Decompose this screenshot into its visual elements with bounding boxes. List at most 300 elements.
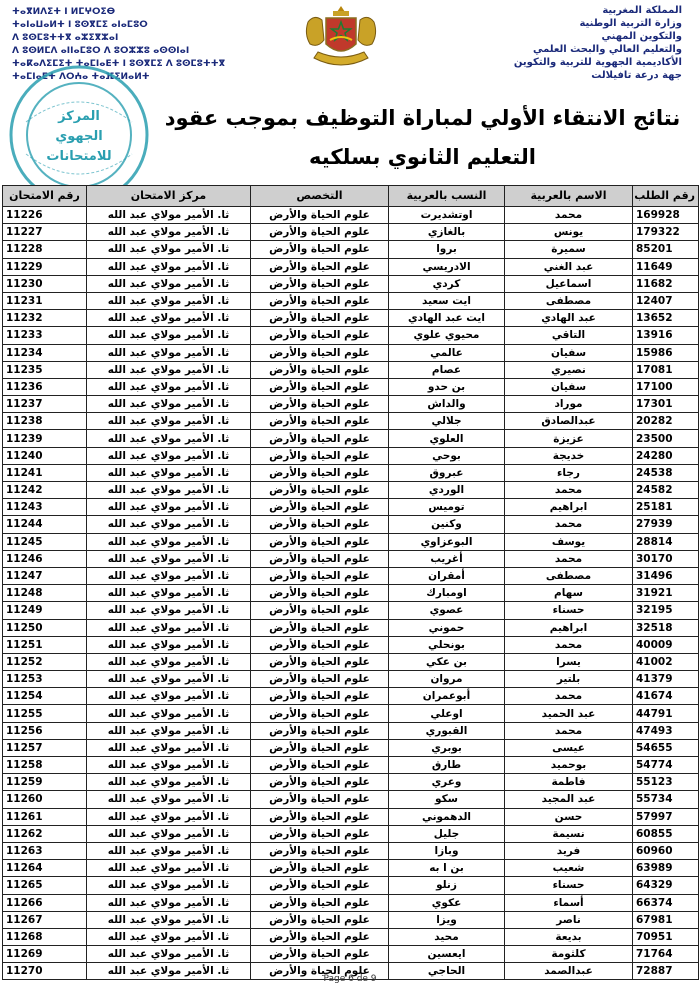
exam-center-cell: ثا. الأمير مولاي عبد الله	[87, 602, 251, 619]
family-name-cell: الحاجي	[389, 963, 505, 980]
exam-center-cell: ثا. الأمير مولاي عبد الله	[87, 430, 251, 447]
col-family-name-header: النسب بالعربية	[389, 186, 505, 207]
exam-center-cell: ثا. الأمير مولاي عبد الله	[87, 722, 251, 739]
request-number-cell: 60855	[633, 825, 699, 842]
exam-center-cell: ثا. الأمير مولاي عبد الله	[87, 636, 251, 653]
table-row	[3, 722, 699, 739]
specialty-cell: علوم الحياة والأرض	[251, 344, 389, 361]
request-number-cell: 54774	[633, 757, 699, 774]
exam-center-cell: ثا. الأمير مولاي عبد الله	[87, 550, 251, 567]
request-number-cell: 27939	[633, 516, 699, 533]
specialty-cell: علوم الحياة والأرض	[251, 705, 389, 722]
first-name-cell: عبد المجيد	[505, 791, 633, 808]
request-number-cell: 47493	[633, 722, 699, 739]
exam-number-cell: 11227	[3, 224, 87, 241]
exam-number-cell: 11255	[3, 705, 87, 722]
first-name-cell: بوحميد	[505, 757, 633, 774]
table-row	[3, 396, 699, 413]
exam-center-cell: ثا. الأمير مولاي عبد الله	[87, 241, 251, 258]
specialty-cell: علوم الحياة والأرض	[251, 602, 389, 619]
family-name-cell: ويزا	[389, 911, 505, 928]
family-name-cell: الوردي	[389, 482, 505, 499]
table-row	[3, 946, 699, 963]
exam-center-cell: ثا. الأمير مولاي عبد الله	[87, 207, 251, 224]
exam-number-cell: 11258	[3, 757, 87, 774]
specialty-cell: علوم الحياة والأرض	[251, 774, 389, 791]
table-header-row	[3, 186, 699, 207]
family-name-cell: ايت سعيد	[389, 292, 505, 309]
tifinagh-line: ⵜⴰⵏⴰⵡⴰⵍⵜ ⵏ ⵓⵙⴳⵎⵉ ⴰⵏⴰⵎⵓⵔ	[12, 20, 148, 30]
table-row	[3, 275, 699, 292]
first-name-cell: سفيان	[505, 344, 633, 361]
family-name-cell: أبوعمران	[389, 688, 505, 705]
specialty-cell: علوم الحياة والأرض	[251, 361, 389, 378]
request-number-cell: 55734	[633, 791, 699, 808]
table-row	[3, 533, 699, 550]
first-name-cell: ابراهيم	[505, 499, 633, 516]
family-name-cell: توميس	[389, 499, 505, 516]
family-name-cell: عصام	[389, 361, 505, 378]
family-name-cell: اومبارك	[389, 585, 505, 602]
exam-center-cell: ثا. الأمير مولاي عبد الله	[87, 860, 251, 877]
col-exam-number-header: رقم الامتحان	[3, 186, 87, 207]
first-name-cell: حسناء	[505, 602, 633, 619]
family-name-cell: بن ا به	[389, 860, 505, 877]
request-number-cell: 23500	[633, 430, 699, 447]
exam-center-cell: ثا. الأمير مولاي عبد الله	[87, 946, 251, 963]
first-name-cell: خديجة	[505, 447, 633, 464]
specialty-cell: علوم الحياة والأرض	[251, 963, 389, 980]
exam-number-cell: 11253	[3, 671, 87, 688]
table-row	[3, 344, 699, 361]
specialty-cell: علوم الحياة والأرض	[251, 636, 389, 653]
arabic-letterhead-line: والتكوين المهني	[601, 31, 682, 42]
first-name-cell: مصطفى	[505, 292, 633, 309]
first-name-cell: أسماء	[505, 894, 633, 911]
exam-number-cell: 11260	[3, 791, 87, 808]
family-name-cell: ايت عبد الهادي	[389, 310, 505, 327]
request-number-cell: 12407	[633, 292, 699, 309]
request-number-cell: 64329	[633, 877, 699, 894]
request-number-cell: 41379	[633, 671, 699, 688]
exam-center-cell: ثا. الأمير مولاي عبد الله	[87, 808, 251, 825]
request-number-cell: 40009	[633, 636, 699, 653]
request-number-cell: 32195	[633, 602, 699, 619]
table-row	[3, 653, 699, 670]
request-number-cell: 13916	[633, 327, 699, 344]
exam-center-cell: ثا. الأمير مولاي عبد الله	[87, 533, 251, 550]
exam-number-cell: 11262	[3, 825, 87, 842]
request-number-cell: 32518	[633, 619, 699, 636]
table-row	[3, 413, 699, 430]
exam-number-cell: 11241	[3, 464, 87, 481]
family-name-cell: بونحلي	[389, 636, 505, 653]
stamp-line-2: الجهوي	[55, 129, 103, 144]
specialty-cell: علوم الحياة والأرض	[251, 224, 389, 241]
tifinagh-line: ⵜⴰⴳⵍⴷⵉⵜ ⵏ ⵍⵎⵖⵔⵉⴱ	[12, 7, 116, 17]
specialty-cell: علوم الحياة والأرض	[251, 671, 389, 688]
family-name-cell: أمقران	[389, 567, 505, 584]
request-number-cell: 24582	[633, 482, 699, 499]
royal-emblem-icon	[300, 2, 382, 74]
exam-center-cell: ثا. الأمير مولاي عبد الله	[87, 258, 251, 275]
request-number-cell: 179322	[633, 224, 699, 241]
stamp-line-1: المركز	[58, 109, 100, 124]
col-specialty-header: التخصص	[251, 186, 389, 207]
first-name-cell: عبد الهادي	[505, 310, 633, 327]
table-row	[3, 842, 699, 859]
first-name-cell: عبد الحميد	[505, 705, 633, 722]
exam-center-cell: ثا. الأمير مولاي عبد الله	[87, 447, 251, 464]
first-name-cell: بديعة	[505, 928, 633, 945]
col-first-name-header: الاسم بالعربية	[505, 186, 633, 207]
family-name-cell: وكنين	[389, 516, 505, 533]
page-number: Page 6 de 9	[323, 974, 377, 984]
table-row	[3, 688, 699, 705]
request-number-cell: 67981	[633, 911, 699, 928]
exam-center-cell: ثا. الأمير مولاي عبد الله	[87, 275, 251, 292]
exam-center-cell: ثا. الأمير مولاي عبد الله	[87, 757, 251, 774]
results-table	[2, 185, 699, 980]
family-name-cell: بن حدو	[389, 378, 505, 395]
exam-center-cell: ثا. الأمير مولاي عبد الله	[87, 705, 251, 722]
specialty-cell: علوم الحياة والأرض	[251, 396, 389, 413]
exam-center-cell: ثا. الأمير مولاي عبد الله	[87, 413, 251, 430]
exam-number-cell: 11246	[3, 550, 87, 567]
exam-number-cell: 11267	[3, 911, 87, 928]
specialty-cell: علوم الحياة والأرض	[251, 292, 389, 309]
first-name-cell: شعيب	[505, 860, 633, 877]
family-name-cell: محيوي علوي	[389, 327, 505, 344]
exam-number-cell: 11251	[3, 636, 87, 653]
specialty-cell: علوم الحياة والأرض	[251, 207, 389, 224]
first-name-cell: عبدالصادق	[505, 413, 633, 430]
request-number-cell: 63989	[633, 860, 699, 877]
first-name-cell: عبدالصمد	[505, 963, 633, 980]
exam-center-cell: ثا. الأمير مولاي عبد الله	[87, 310, 251, 327]
first-name-cell: يونس	[505, 224, 633, 241]
exam-center-cell: ثا. الأمير مولاي عبد الله	[87, 774, 251, 791]
family-name-cell: أغريب	[389, 550, 505, 567]
exam-number-cell: 11263	[3, 842, 87, 859]
first-name-cell: ناصر	[505, 911, 633, 928]
exam-center-cell: ثا. الأمير مولاي عبد الله	[87, 619, 251, 636]
specialty-cell: علوم الحياة والأرض	[251, 739, 389, 756]
table-row	[3, 258, 699, 275]
first-name-cell: ابراهيم	[505, 619, 633, 636]
exam-center-cell: ثا. الأمير مولاي عبد الله	[87, 516, 251, 533]
table-row	[3, 860, 699, 877]
family-name-cell: اوعلي	[389, 705, 505, 722]
table-row	[3, 791, 699, 808]
first-name-cell: حسناء	[505, 877, 633, 894]
specialty-cell: علوم الحياة والأرض	[251, 464, 389, 481]
request-number-cell: 169928	[633, 207, 699, 224]
exam-number-cell: 11270	[3, 963, 87, 980]
exam-number-cell: 11234	[3, 344, 87, 361]
specialty-cell: علوم الحياة والأرض	[251, 894, 389, 911]
specialty-cell: علوم الحياة والأرض	[251, 688, 389, 705]
exam-number-cell: 11229	[3, 258, 87, 275]
arabic-letterhead-line: وزارة التربية الوطنية	[579, 18, 682, 29]
specialty-cell: علوم الحياة والأرض	[251, 722, 389, 739]
family-name-cell: مروان	[389, 671, 505, 688]
title-line-1: نتائج الانتقاء الأولي لمباراة التوظيف بموجب عقود	[164, 106, 681, 130]
exam-number-cell: 11265	[3, 877, 87, 894]
first-name-cell: يسرا	[505, 653, 633, 670]
exam-number-cell: 11232	[3, 310, 87, 327]
family-name-cell: سكو	[389, 791, 505, 808]
table-row	[3, 774, 699, 791]
request-number-cell: 54655	[633, 739, 699, 756]
exam-number-cell: 11243	[3, 499, 87, 516]
tifinagh-line: ⵜⴰⴽⴰⴷⵉⵎⵉⵜ ⵜⴰⵎⵏⴰⴹⵜ ⵏ ⵓⵙⴳⵎⵉ ⴷ ⵓⵙⵎⵓⵜⵜⴳ	[12, 59, 226, 69]
exam-number-cell: 11238	[3, 413, 87, 430]
family-name-cell: جليل	[389, 825, 505, 842]
family-name-cell: كردي	[389, 275, 505, 292]
table-row	[3, 464, 699, 481]
request-number-cell: 25181	[633, 499, 699, 516]
tifinagh-line: ⴷ ⵓⵙⵍⵎⴷ ⴰⵏⵏⴰⵎⵓⵔ ⴷ ⵓⵔⵣⵣⵓ ⴰⵙⵙⵏⴰⵏ	[12, 46, 190, 56]
table-row	[3, 361, 699, 378]
family-name-cell: العلوي	[389, 430, 505, 447]
request-number-cell: 11649	[633, 258, 699, 275]
exam-center-cell: ثا. الأمير مولاي عبد الله	[87, 911, 251, 928]
exam-center-cell: ثا. الأمير مولاي عبد الله	[87, 224, 251, 241]
exam-center-cell: ثا. الأمير مولاي عبد الله	[87, 894, 251, 911]
tifinagh-line: ⵜⴰⵎⵏⴰⴹⵜ ⴷⵔⵄⴰ ⵜⴰⴼⵉⵍⴰⵍⵜ	[12, 72, 150, 82]
exam-number-cell: 11261	[3, 808, 87, 825]
request-number-cell: 13652	[633, 310, 699, 327]
exam-center-cell: ثا. الأمير مولاي عبد الله	[87, 499, 251, 516]
specialty-cell: علوم الحياة والأرض	[251, 447, 389, 464]
exam-number-cell: 11247	[3, 567, 87, 584]
first-name-cell: فريد	[505, 842, 633, 859]
specialty-cell: علوم الحياة والأرض	[251, 550, 389, 567]
family-name-cell: عالمي	[389, 344, 505, 361]
specialty-cell: علوم الحياة والأرض	[251, 241, 389, 258]
request-number-cell: 66374	[633, 894, 699, 911]
request-number-cell: 60960	[633, 842, 699, 859]
exam-center-cell: ثا. الأمير مولاي عبد الله	[87, 361, 251, 378]
exam-center-cell: ثا. الأمير مولاي عبد الله	[87, 688, 251, 705]
family-name-cell: حموني	[389, 619, 505, 636]
exam-number-cell: 11244	[3, 516, 87, 533]
document-title	[150, 104, 695, 172]
specialty-cell: علوم الحياة والأرض	[251, 808, 389, 825]
exam-number-cell: 11242	[3, 482, 87, 499]
request-number-cell: 30170	[633, 550, 699, 567]
family-name-cell: ايعسين	[389, 946, 505, 963]
first-name-cell: سميرة	[505, 241, 633, 258]
exam-number-cell: 11239	[3, 430, 87, 447]
first-name-cell: محمد	[505, 636, 633, 653]
table-row	[3, 928, 699, 945]
first-name-cell: حسن	[505, 808, 633, 825]
table-row	[3, 636, 699, 653]
exam-center-cell: ثا. الأمير مولاي عبد الله	[87, 653, 251, 670]
family-name-cell: زنلو	[389, 877, 505, 894]
table-row	[3, 825, 699, 842]
family-name-cell: طارق	[389, 757, 505, 774]
table-row	[3, 739, 699, 756]
first-name-cell: التاقي	[505, 327, 633, 344]
family-name-cell: جلالي	[389, 413, 505, 430]
exam-center-cell: ثا. الأمير مولاي عبد الله	[87, 842, 251, 859]
first-name-cell: محمد	[505, 207, 633, 224]
request-number-cell: 57997	[633, 808, 699, 825]
specialty-cell: علوم الحياة والأرض	[251, 928, 389, 945]
exam-number-cell: 11266	[3, 894, 87, 911]
exam-number-cell: 11235	[3, 361, 87, 378]
family-name-cell: اوتشديرت	[389, 207, 505, 224]
exam-center-cell: ثا. الأمير مولاي عبد الله	[87, 825, 251, 842]
exam-number-cell: 11236	[3, 378, 87, 395]
table-row	[3, 671, 699, 688]
arabic-letterhead-line: المملكة المغربية	[602, 5, 682, 16]
request-number-cell: 17081	[633, 361, 699, 378]
table-row	[3, 292, 699, 309]
request-number-cell: 15986	[633, 344, 699, 361]
table-row	[3, 447, 699, 464]
exam-center-cell: ثا. الأمير مولاي عبد الله	[87, 877, 251, 894]
table-row	[3, 482, 699, 499]
first-name-cell: نصيري	[505, 361, 633, 378]
table-row	[3, 567, 699, 584]
exam-center-cell: ثا. الأمير مولاي عبد الله	[87, 585, 251, 602]
exam-center-cell: ثا. الأمير مولاي عبد الله	[87, 567, 251, 584]
table-row	[3, 499, 699, 516]
first-name-cell: عبد الغني	[505, 258, 633, 275]
table-row	[3, 585, 699, 602]
table-row	[3, 207, 699, 224]
request-number-cell: 31921	[633, 585, 699, 602]
request-number-cell: 28814	[633, 533, 699, 550]
family-name-cell: عصوي	[389, 602, 505, 619]
table-row	[3, 619, 699, 636]
table-row	[3, 877, 699, 894]
family-name-cell: بوحي	[389, 447, 505, 464]
specialty-cell: علوم الحياة والأرض	[251, 619, 389, 636]
family-name-cell: وعري	[389, 774, 505, 791]
first-name-cell: محمد	[505, 482, 633, 499]
first-name-cell: نسيمة	[505, 825, 633, 842]
first-name-cell: اسماعيل	[505, 275, 633, 292]
table-row	[3, 705, 699, 722]
exam-number-cell: 11254	[3, 688, 87, 705]
table-row	[3, 911, 699, 928]
exam-number-cell: 11231	[3, 292, 87, 309]
arabic-letterhead-line: جهة درعة تافيلالت	[591, 70, 682, 81]
specialty-cell: علوم الحياة والأرض	[251, 310, 389, 327]
family-name-cell: عكوي	[389, 894, 505, 911]
specialty-cell: علوم الحياة والأرض	[251, 911, 389, 928]
exam-center-cell: ثا. الأمير مولاي عبد الله	[87, 963, 251, 980]
first-name-cell: يوسف	[505, 533, 633, 550]
first-name-cell: فاطمة	[505, 774, 633, 791]
table-row	[3, 808, 699, 825]
first-name-cell: رجاء	[505, 464, 633, 481]
specialty-cell: علوم الحياة والأرض	[251, 516, 389, 533]
exam-number-cell: 11240	[3, 447, 87, 464]
exam-number-cell: 11248	[3, 585, 87, 602]
first-name-cell: بلتير	[505, 671, 633, 688]
arabic-letterhead	[432, 4, 682, 82]
specialty-cell: علوم الحياة والأرض	[251, 258, 389, 275]
exam-number-cell: 11230	[3, 275, 87, 292]
family-name-cell: وبازا	[389, 842, 505, 859]
table-row	[3, 430, 699, 447]
family-name-cell: محيد	[389, 928, 505, 945]
exam-center-cell: ثا. الأمير مولاي عبد الله	[87, 739, 251, 756]
exam-number-cell: 11264	[3, 860, 87, 877]
tifinagh-line: ⴷ ⵓⵙⵎⵓⵜⵜⴳ ⴰⵣⵉⴳⵣⴰⵏ	[12, 33, 119, 43]
specialty-cell: علوم الحياة والأرض	[251, 533, 389, 550]
specialty-cell: علوم الحياة والأرض	[251, 499, 389, 516]
table-row	[3, 378, 699, 395]
first-name-cell: موراد	[505, 396, 633, 413]
request-number-cell: 31496	[633, 567, 699, 584]
specialty-cell: علوم الحياة والأرض	[251, 482, 389, 499]
first-name-cell: سهام	[505, 585, 633, 602]
request-number-cell: 70951	[633, 928, 699, 945]
specialty-cell: علوم الحياة والأرض	[251, 757, 389, 774]
specialty-cell: علوم الحياة والأرض	[251, 430, 389, 447]
first-name-cell: محمد	[505, 516, 633, 533]
request-number-cell: 71764	[633, 946, 699, 963]
exam-number-cell: 11268	[3, 928, 87, 945]
request-number-cell: 44791	[633, 705, 699, 722]
exam-number-cell: 11228	[3, 241, 87, 258]
request-number-cell: 20282	[633, 413, 699, 430]
family-name-cell: بوبري	[389, 739, 505, 756]
exam-number-cell: 11269	[3, 946, 87, 963]
exam-center-cell: ثا. الأمير مولاي عبد الله	[87, 671, 251, 688]
col-exam-center-header: مركز الامتحان	[87, 186, 251, 207]
request-number-cell: 24538	[633, 464, 699, 481]
request-number-cell: 41002	[633, 653, 699, 670]
family-name-cell: بالغازي	[389, 224, 505, 241]
exam-number-cell: 11259	[3, 774, 87, 791]
family-name-cell: بروا	[389, 241, 505, 258]
specialty-cell: علوم الحياة والأرض	[251, 327, 389, 344]
exam-center-cell: ثا. الأمير مولاي عبد الله	[87, 791, 251, 808]
family-name-cell: والداش	[389, 396, 505, 413]
specialty-cell: علوم الحياة والأرض	[251, 585, 389, 602]
request-number-cell: 85201	[633, 241, 699, 258]
specialty-cell: علوم الحياة والأرض	[251, 567, 389, 584]
table-row	[3, 602, 699, 619]
table-row	[3, 550, 699, 567]
specialty-cell: علوم الحياة والأرض	[251, 791, 389, 808]
family-name-cell: بن عكي	[389, 653, 505, 670]
specialty-cell: علوم الحياة والأرض	[251, 275, 389, 292]
exam-number-cell: 11249	[3, 602, 87, 619]
specialty-cell: علوم الحياة والأرض	[251, 653, 389, 670]
exam-center-cell: ثا. الأمير مولاي عبد الله	[87, 464, 251, 481]
family-name-cell: القبوري	[389, 722, 505, 739]
first-name-cell: محمد	[505, 550, 633, 567]
first-name-cell: محمد	[505, 722, 633, 739]
exam-center-cell: ثا. الأمير مولاي عبد الله	[87, 396, 251, 413]
table-row	[3, 516, 699, 533]
table-row	[3, 224, 699, 241]
table-row	[3, 327, 699, 344]
exam-center-cell: ثا. الأمير مولاي عبد الله	[87, 344, 251, 361]
exam-number-cell: 11233	[3, 327, 87, 344]
col-request-number-header: رقم الطلب	[633, 186, 699, 207]
exam-center-cell: ثا. الأمير مولاي عبد الله	[87, 928, 251, 945]
